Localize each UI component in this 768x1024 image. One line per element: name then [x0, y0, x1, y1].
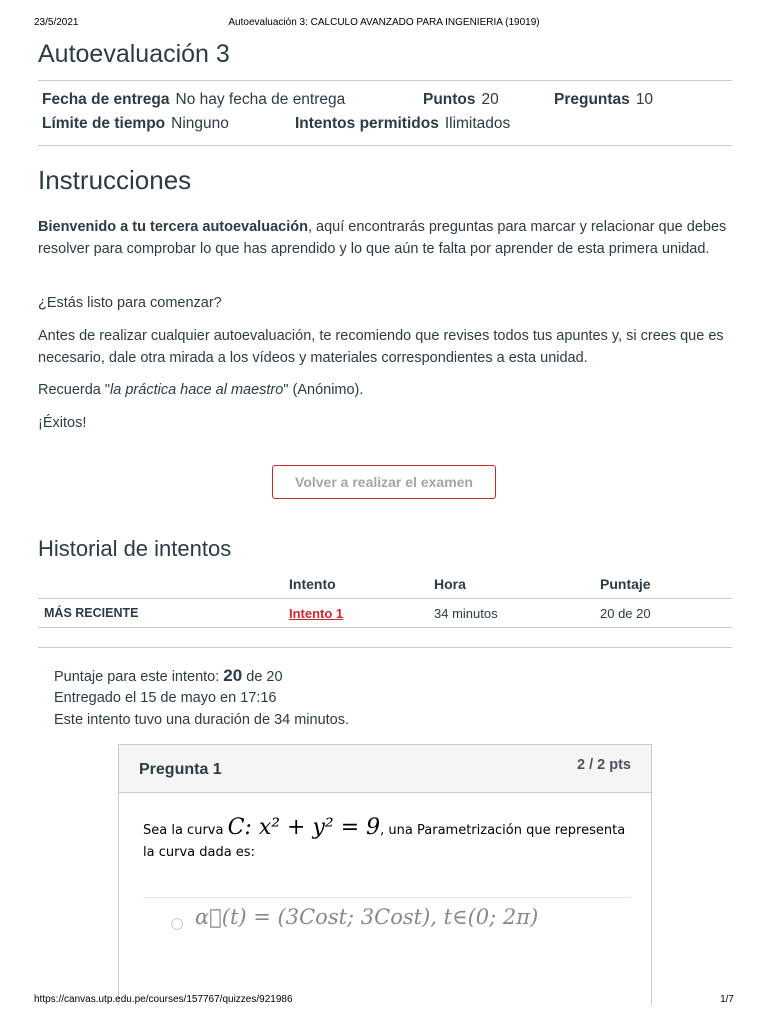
- score-label: Puntaje para este intento:: [54, 669, 220, 685]
- quote-pre: Recuerda ": [38, 382, 111, 398]
- instructions-success: ¡Éxitos!: [38, 415, 87, 431]
- meta-attempts: [295, 115, 510, 133]
- quote-text: la práctica hace al maestro: [110, 382, 284, 398]
- row-time: 34 minutos: [434, 599, 600, 628]
- attempt-history-table: [38, 570, 732, 628]
- meta-points-value: 20: [481, 91, 499, 108]
- question-text: [143, 817, 633, 864]
- meta-questions-value: 10: [635, 91, 654, 108]
- print-page-title: Autoevaluación 3: CALCULO AVANZADO PARA INGENIERIA (19019): [228, 17, 540, 28]
- instructions-welcome: Bienvenido a tu tercera autoevaluación: [38, 219, 308, 235]
- row-attempt: [289, 599, 434, 628]
- meta-time-limit-label: Límite de tiempo: [42, 115, 166, 132]
- print-date: 23/5/2021: [34, 17, 79, 28]
- meta-questions: [554, 91, 653, 109]
- meta-points-label: Puntos: [423, 91, 476, 108]
- meta-attempts-label: Intentos permitidos: [295, 115, 439, 132]
- meta-questions-label: Preguntas: [554, 91, 630, 108]
- col-header-score: Puntaje: [600, 570, 732, 599]
- divider: [38, 145, 732, 146]
- attempt-link[interactable]: Intento 1: [289, 605, 344, 621]
- attempt-score: [54, 666, 283, 686]
- row-label: MÁS RECIENTE: [38, 599, 289, 628]
- print-footer: [34, 994, 734, 1008]
- print-header: [34, 17, 734, 31]
- instructions-heading: Instrucciones: [38, 165, 192, 195]
- instructions-advice: Antes de realizar cualquier autoevaluación, te recomiendo que revises todos tus apuntes y, si crees que es necesario, dale otra mirada a los vídeos y materiales correspondientes a esta unidad.: [38, 328, 724, 366]
- question-header: [119, 745, 651, 793]
- question-text-pre: Sea la curva: [143, 823, 228, 838]
- print-page-number: 1/7: [720, 994, 734, 1005]
- attempt-duration: Este intento tuvo una duración de 34 minutos.: [54, 712, 350, 728]
- score-of: de 20: [246, 669, 283, 685]
- table-header-row: [38, 570, 732, 599]
- print-url: https://canvas.utp.edu.pe/courses/157767/quizzes/921986: [34, 994, 293, 1005]
- quote-post: " (Anónimo).: [283, 382, 364, 398]
- score-value: 20: [223, 666, 243, 685]
- attempt-submitted: Entregado el 15 de mayo en 17:16: [54, 690, 277, 706]
- meta-points: [423, 91, 499, 109]
- answer-option: α⃗(t) = (3Cost; 3Cost), t∈(0; 2π): [195, 905, 539, 929]
- table-row: [38, 599, 732, 628]
- quiz-title: Autoevaluación 3: [38, 40, 230, 68]
- history-heading: Historial de intentos: [38, 536, 232, 561]
- question-equation: C: x² + y² = 9: [227, 815, 381, 840]
- meta-due: [42, 91, 345, 109]
- divider: [38, 80, 732, 81]
- col-header-time: Hora: [434, 570, 600, 599]
- instructions-welcome-rest: , aquí encontrarás preguntas para marcar y relacionar que debes resolver para comprobar lo que has aprendido y lo que aún te falta por aprender de esta primera unidad.: [38, 219, 727, 257]
- col-header-empty: [38, 570, 289, 599]
- instructions-ready: ¿Estás listo para comenzar?: [38, 295, 222, 311]
- row-score: 20 de 20: [600, 599, 732, 628]
- divider: [38, 647, 732, 648]
- question-points: 2 / 2 pts: [577, 757, 631, 773]
- meta-time-limit: [42, 115, 229, 133]
- meta-time-limit-value: Ninguno: [171, 115, 229, 132]
- col-header-attempt: Intento: [289, 570, 434, 599]
- question-card: [118, 744, 652, 1005]
- question-text-post: , una Parametrización que representa la curva dada es:: [143, 823, 626, 860]
- retake-quiz-button[interactable]: Volver a realizar el examen: [272, 465, 496, 499]
- answer-radio[interactable]: [171, 918, 183, 930]
- instructions-paragraph: [38, 216, 732, 260]
- meta-due-label: Fecha de entrega: [42, 91, 170, 108]
- question-name: Pregunta 1: [139, 761, 222, 778]
- meta-due-value: No hay fecha de entrega: [175, 91, 346, 108]
- meta-attempts-value: Ilimitados: [444, 115, 511, 132]
- instructions-quote: [38, 379, 732, 401]
- divider: [143, 897, 631, 898]
